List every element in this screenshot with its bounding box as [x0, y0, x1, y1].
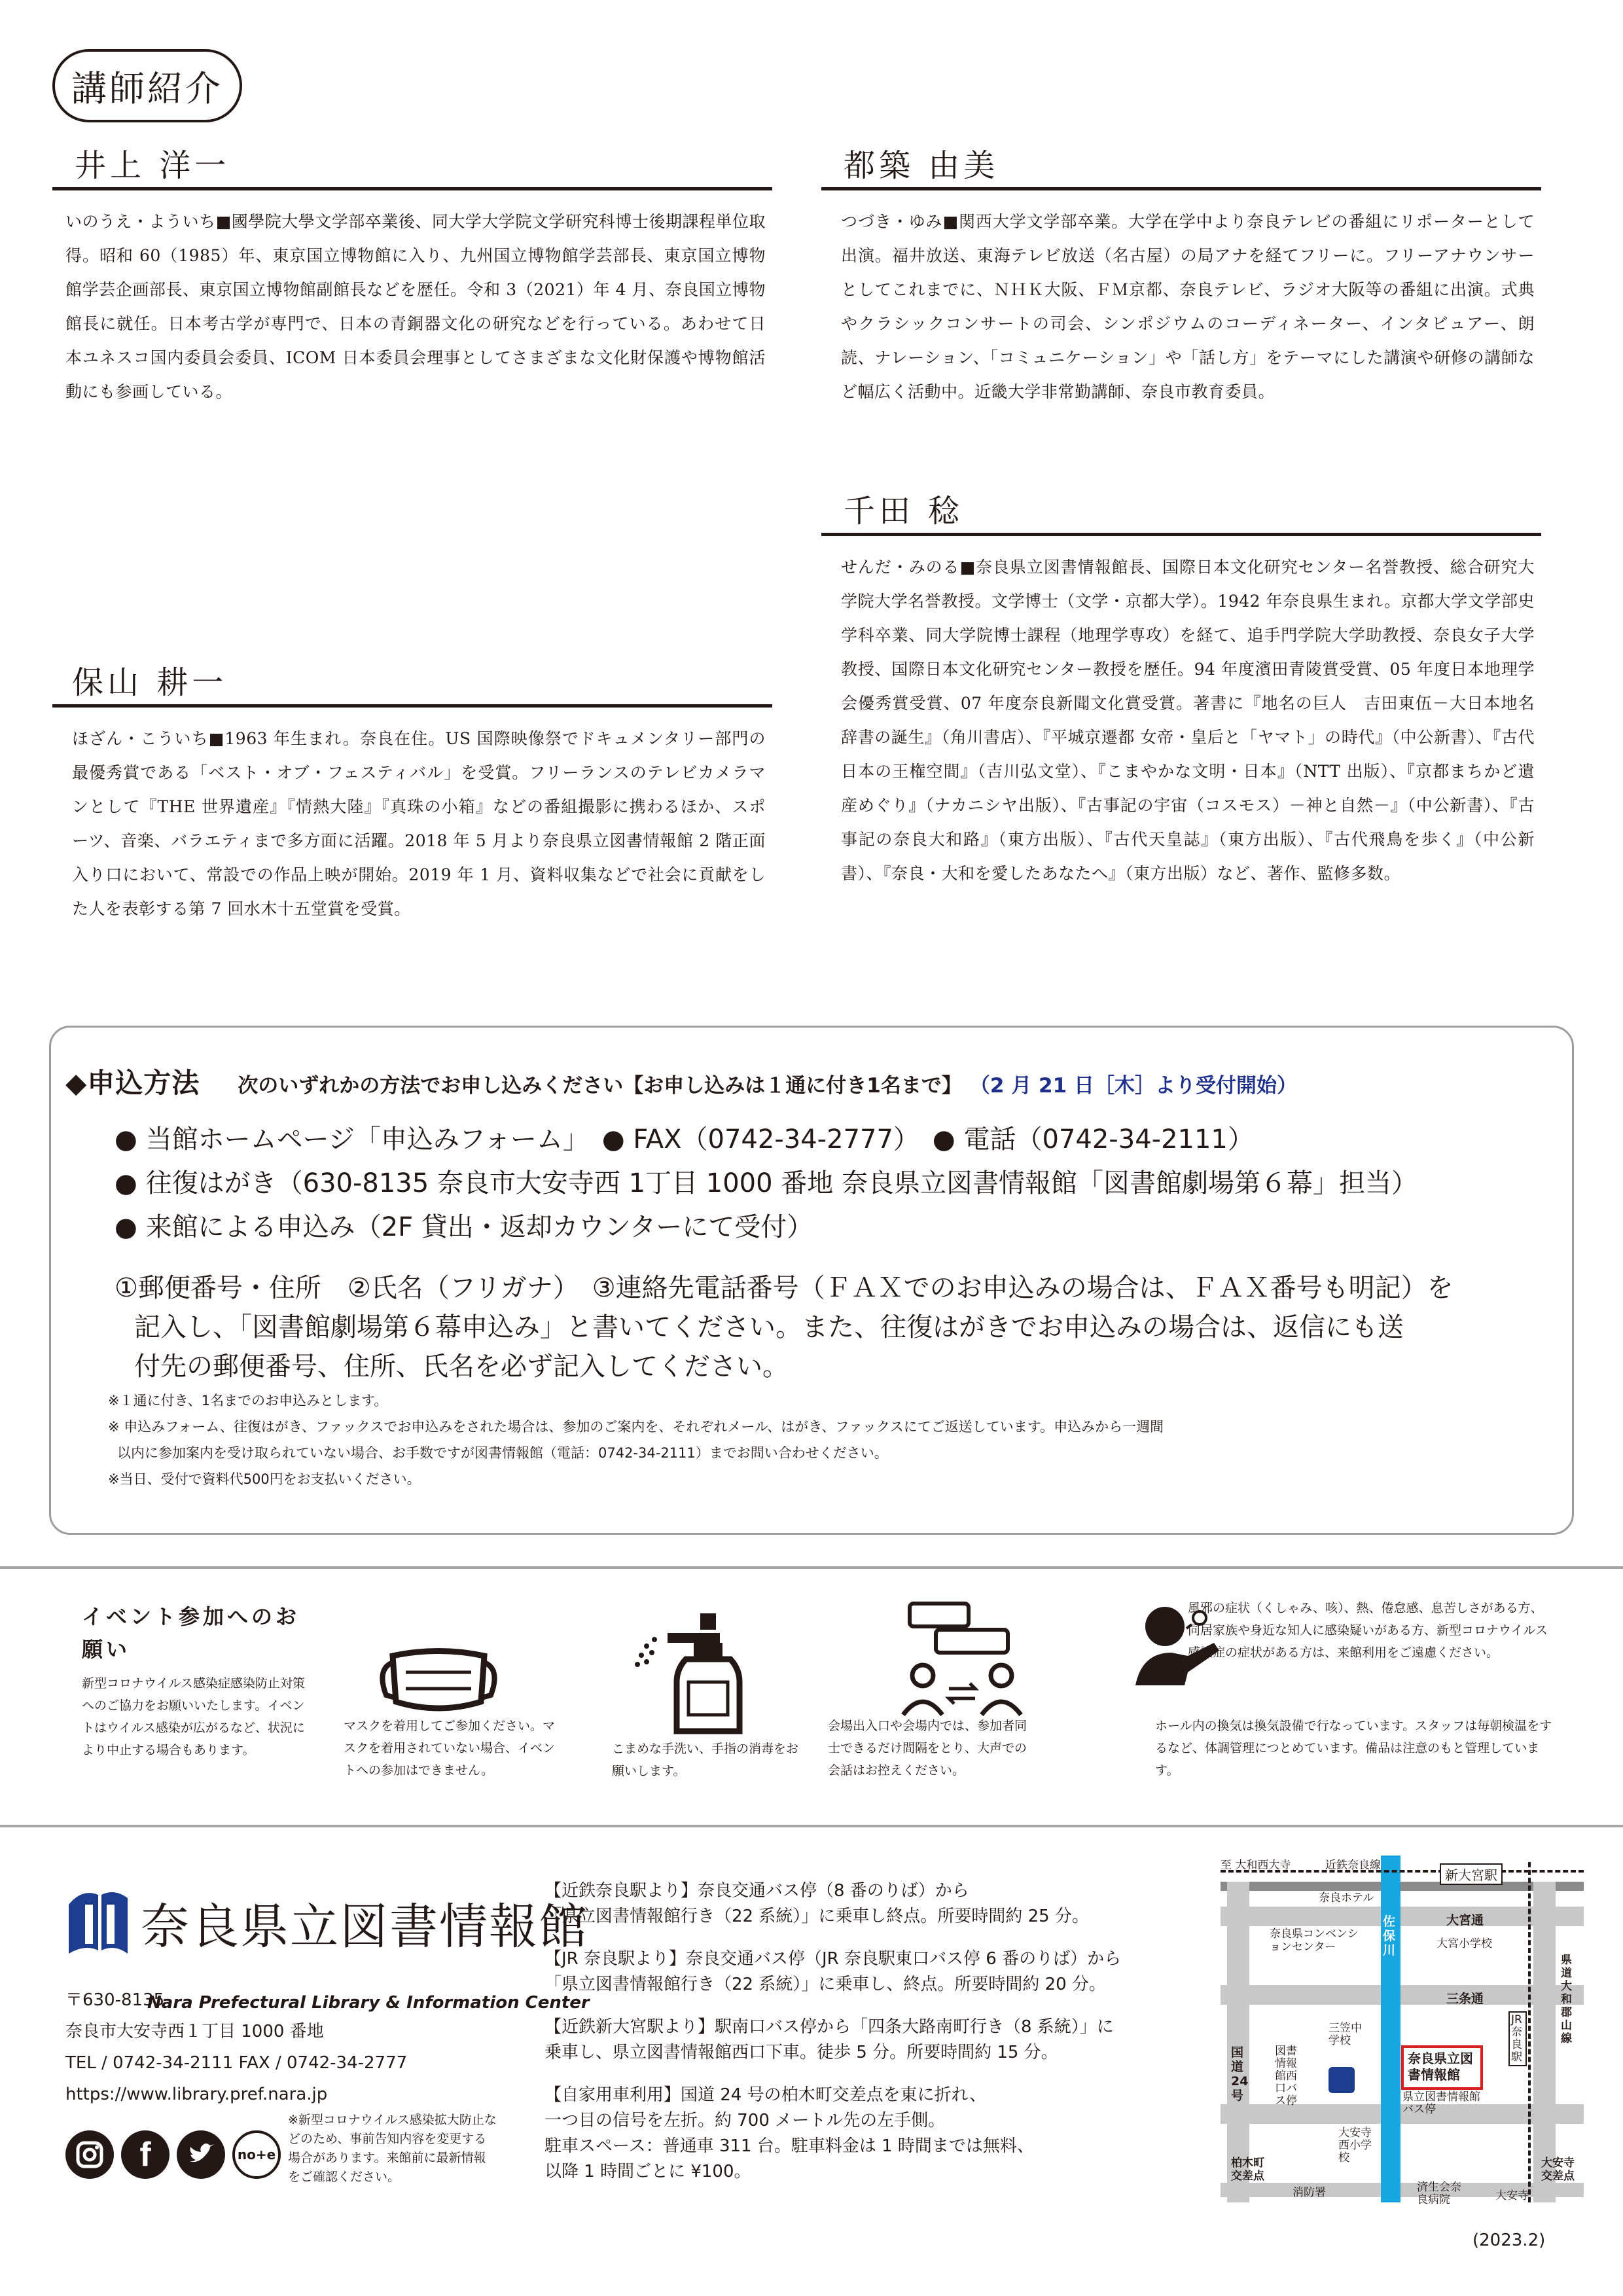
map-label: 大宮小学校 [1436, 1937, 1492, 1950]
lecturer-tsuzuki [821, 144, 1541, 409]
map-label: 消防署 [1293, 2186, 1326, 2199]
access-line: 【近鉄新大宮駅より】駅南口バス停から「四条大路南町行き（8 系統）」に [544, 2017, 1114, 2037]
fill-line: 記入し、「図書館劇場第６幕申込み」と書いてください。また、往復はがきでお申込みの場合は、返信にも送 [134, 1312, 1404, 1342]
application-title: ◆申込方法 [65, 1067, 200, 1099]
library-logo-icon [65, 1885, 131, 1957]
access-line: 【近鉄奈良駅より】奈良交通バス停（8 番のりば）から [544, 1881, 969, 1901]
map-label: 新大宮駅 [1440, 1863, 1503, 1885]
lecturer-name: 保山 耕一 [72, 664, 228, 701]
note-line: 以内に参加案内を受け取られていない場合、お手数ですが図書情報館（電話：0742-34-2111）までお問い合わせください。 [117, 1445, 888, 1461]
lecturer-senda [821, 490, 1541, 891]
library-logo-jp: 奈良県立図書情報館 [141, 1899, 588, 1955]
facebook-icon[interactable]: f [121, 2130, 169, 2179]
application-subtitle: 次のいずれかの方法でお申し込みください【お申し込みは１通に付き1名まで】 [238, 1074, 962, 1098]
library-logo [65, 1885, 588, 1977]
access-line: 「県立図書情報館行き（22 系統）」に乗車し、終点。所要時間約 20 分。 [544, 1975, 1106, 1994]
access-line: 【自家用車利用】国道 24 号の柏木町交差点を東に折れ、 [544, 2085, 987, 2105]
map-label: 奈良県立図書情報館 [1408, 2051, 1473, 2083]
map-label: JR奈良駅 [1508, 2011, 1527, 2066]
method-visit: ● 来館による申込み（2F 貸出・返却カウンターにて受付） [115, 1212, 813, 1242]
map-label: 奈良ホテル [1319, 1892, 1374, 1905]
application-date: （2 月 21 日［木］より受付開始） [969, 1074, 1297, 1098]
map-label: 至 大和西大寺 [1221, 1859, 1291, 1872]
ventilation-text: ホール内の換気は換気設備で行なっています。スタッフは毎朝検温をするなど、体調管理につとめています。備品は注意のもと管理しています。 [1155, 1719, 1552, 1778]
access-map [1221, 1856, 1584, 2206]
note-line: ※ 申込みフォーム、往復はがき、ファックスでお申込みをされた場合は、参加のご案内を、それぞれメール、はがき、ファックスにてご返送しています。申込みから一週間 [108, 1419, 1164, 1435]
symptom-text: 風邪の症状（くしゃみ、咳）、熱、倦怠感、息苦しさがある方、同居家族や身近な知人に感染疑いがある方、新型コロナウイルス感染症の症状がある方は、来館利用をご遠慮ください。 [1188, 1601, 1548, 1660]
map-label: 三笠中学校 [1329, 2022, 1362, 2047]
lecturer-name: 千田 稔 [844, 493, 964, 529]
divider [0, 1825, 1623, 1827]
spray-icon [628, 1607, 759, 1725]
divider [52, 187, 772, 190]
distance-icon [897, 1597, 1027, 1715]
map-label: 柏木町交差点 [1231, 2157, 1264, 2183]
library-logo-en: Nara Prefectural Library & Information Center [147, 1993, 590, 2013]
application-notes [108, 1388, 1164, 1492]
divider [52, 704, 772, 708]
lecturer-inoue [52, 144, 772, 409]
map-label: 県立図書情報館バス停 [1402, 2090, 1480, 2116]
event-title: イベント参加へのお願い [82, 1604, 300, 1662]
twitter-icon[interactable] [177, 2130, 225, 2179]
mask-text: マスクを着用してご参加ください。マスクを着用されていない場合、イベントへの参加はできません。 [344, 1719, 556, 1778]
map-label: 大安寺交差点 [1541, 2157, 1575, 2183]
access-line: 【JR 奈良駅より】奈良交通バス停（JR 奈良駅東口バス停 6 番のりば）から [544, 1949, 1122, 1969]
application-header [65, 1062, 1297, 1101]
lecturer-bio: ほざん・こういち■1963 年生まれ。奈良在住。US 国際映像祭でドキュメンタリー部門の最優秀賞である「ベスト・オブ・フェスティバル」を受賞。フリーランスのテレビカメラマンとして『THE 世界遺産』『情熱大陸』『真珠の小箱』などの番組撮影に携わるほか、スポーツ、音楽、バラエティまで多方面に活躍。2018 年 5 月より奈良県立図書情報館 2 階正面入り口において、常設での作品上映が開始。2019 年 1 月、資料収集などで社会に貢献をした人を表彰する第 7 回水木十五堂賞を受賞。 [72, 729, 766, 918]
map-label: 済生会奈良病院 [1417, 2181, 1461, 2206]
lecturer-bio: せんだ・みのる■奈良県立図書情報館長、国際日本文化研究センター名誉教授、総合研究大学院大学名誉教授。文学博士（文学・京都大学）。1942 年奈良県生まれ。京都大学文学部史学科卒業、同大学院博士課程（地理学専攻）を経て、追手門学院大学助教授、奈良女子大学教授、国際日本文化研究センター教授を歴任。94 年度濱田青陵賞受賞、05 年度日本地理学会優秀賞受賞、07 年度奈良新聞文化賞受賞。著書に『地名の巨人 吉田東伍－大日本地名辞書の誕生』（角川書店）、『平城京遷都 女帝・皇后と「ヤマト」の時代』（中公新書）、『古代日本の王権空間』（吉川弘文堂）、『こまやかな文明・日本』（NTT 出版）、『京都まちかど遺産めぐり』（ナカニシヤ出版）、『古事記の宇宙（コスモス）－神と自然－』（中公新書）、『古事記の奈良大和路』（東方出版）、『古代天皇誌』（東方出版）、『古代飛鳥を歩く』（中公新書）、『奈良・大和を愛したあなたへ』（東方出版）など、著作、監修多数。 [841, 558, 1535, 883]
note-line: ※当日、受付で資料代500円をお支払いください。 [108, 1471, 421, 1487]
tel-fax: TEL / 0742-34-2111 FAX / 0742-34-2777 [65, 2053, 408, 2073]
map-label: 近鉄奈良線 [1325, 1859, 1381, 1872]
lecturer-name: 都築 由美 [844, 147, 999, 184]
access-line: 以降 1 時間ごとに ¥100。 [544, 2162, 751, 2181]
method-postcard: ● 往復はがき（630-8135 奈良市大安寺西 1丁目 1000 番地 奈良県立図書情報館「図書館劇場第６幕」担当） [115, 1168, 1418, 1198]
access-line: 駐車スペース：普通車 311 台。駐車料金は 1 時間までは無料、 [544, 2136, 1034, 2156]
address: 奈良市大安寺西１丁目 1000 番地 [65, 2022, 324, 2041]
covid-notice: ※新型コロナウイルス感染拡大防止などのため、事前告知内容を変更する場合があります。来館前に最新情報をご確認ください。 [288, 2113, 497, 2184]
library-logo-icon [1329, 2067, 1355, 2093]
map-label: 大安寺西小学校 [1338, 2126, 1372, 2164]
event-intro: 新型コロナウイルス感染症感染防止対策へのご協力をお願いいたします。イベントはウイルス感染が広がるなど、状況により中止する場合もあります。 [82, 1676, 305, 1757]
fill-line: 付先の郵便番号、住所、氏名を必ず記入してください。 [134, 1352, 789, 1382]
postal-code: 〒630-8135 [65, 1990, 165, 2010]
note-icon[interactable]: no+e [232, 2130, 281, 2179]
map-label: 国道24号 [1231, 2045, 1249, 2103]
issue-date: (2023.2) [1472, 2231, 1546, 2250]
note-line: ※１通に付き、1名までのお申込みとします。 [108, 1393, 388, 1408]
distance-text: 会場出入口や会場内では、参加者同士できるだけ間隔をとり、大声での会話はお控えください。 [828, 1719, 1027, 1778]
map-label: 三条通 [1446, 1992, 1484, 2006]
map-label: 県道大和郡山線 [1561, 1954, 1572, 2045]
access-line: 一つ目の信号を左折。約 700 メートル先の左手側。 [544, 2111, 946, 2130]
instagram-icon[interactable] [65, 2130, 114, 2179]
access-info [544, 1878, 1121, 2185]
access-line: 乗車し、県立図書情報館西口下車。徒歩 5 分。所要時間約 15 分。 [544, 2043, 1058, 2062]
fill-instructions [115, 1268, 1554, 1386]
map-label: 奈良県コンベンションセンター [1270, 1928, 1359, 1954]
map-label: 図書情報館西口バス停 [1275, 2045, 1297, 2108]
map-label: 大安寺 [1495, 2189, 1529, 2202]
divider [0, 1566, 1623, 1569]
section-badge: 講師紹介 [52, 49, 242, 122]
map-label: 大宮通 [1446, 1913, 1484, 1928]
divider [821, 187, 1541, 190]
divider [821, 533, 1541, 536]
fill-line: ①郵便番号・住所 ②氏名（フリガナ） ③連絡先電話番号（ＦＡＸでのお申込みの場合は、ＦＡＸ番号も明記）を [115, 1273, 1454, 1303]
access-line: 「県立図書情報館行き（22 系統）」に乗車し終点。所要時間約 25 分。 [544, 1907, 1089, 1926]
website-link[interactable]: https://www.library.pref.nara.jp [65, 2085, 328, 2104]
lecturer-bio: つづき・ゆみ■関西大学文学部卒業。大学在学中より奈良テレビの番組にリポーターとして出演。福井放送、東海テレビ放送（名古屋）の局アナを経てフリーに。フリーアナウンサーとしてこれまでに、ＮＨＫ大阪、ＦＭ京都、奈良テレビ、ラジオ大阪等の番組に出演。式典やクラシックコンサートの司会、シンポジウムのコーディネーター、インタビュアー、朗読、ナレーション、「コミュニケーション」や「話し方」をテーマにした講演や研修の講師など幅広く活動中。近畿大学非常勤講師、奈良市教育委員。 [841, 212, 1535, 401]
lecturer-name: 井上 洋一 [75, 147, 230, 184]
lecturer-hozan [52, 661, 772, 926]
method-web-fax-phone: ● 当館ホームページ「申込みフォーム」 ● FAX（0742-34-2777） ● 電話（0742-34-2111） [115, 1124, 1254, 1155]
lecturer-bio: いのうえ・よういち■國學院大學文学部卒業後、同大学大学院文学研究科博士後期課程単位取得。昭和 60（1985）年、東京国立博物館に入り、九州国立博物館学芸部長、東京国立博物館学芸企画部長、東京国立博物館副館長などを歴任。令和 3（2021）年 4 月、奈良国立博物館長に就任。日本考古学が専門で、日本の青銅器文化の研究などを行っている。あわせて日本ユネスコ国内委員会委員、ICOM 日本委員会理事としてさまざまな文化財保護や博物館活動にも参画している。 [65, 212, 766, 401]
map-label: 佐保川 [1383, 1914, 1396, 1958]
hand-text: こまめな手洗い、手指の消毒をお願いします。 [612, 1742, 799, 1778]
